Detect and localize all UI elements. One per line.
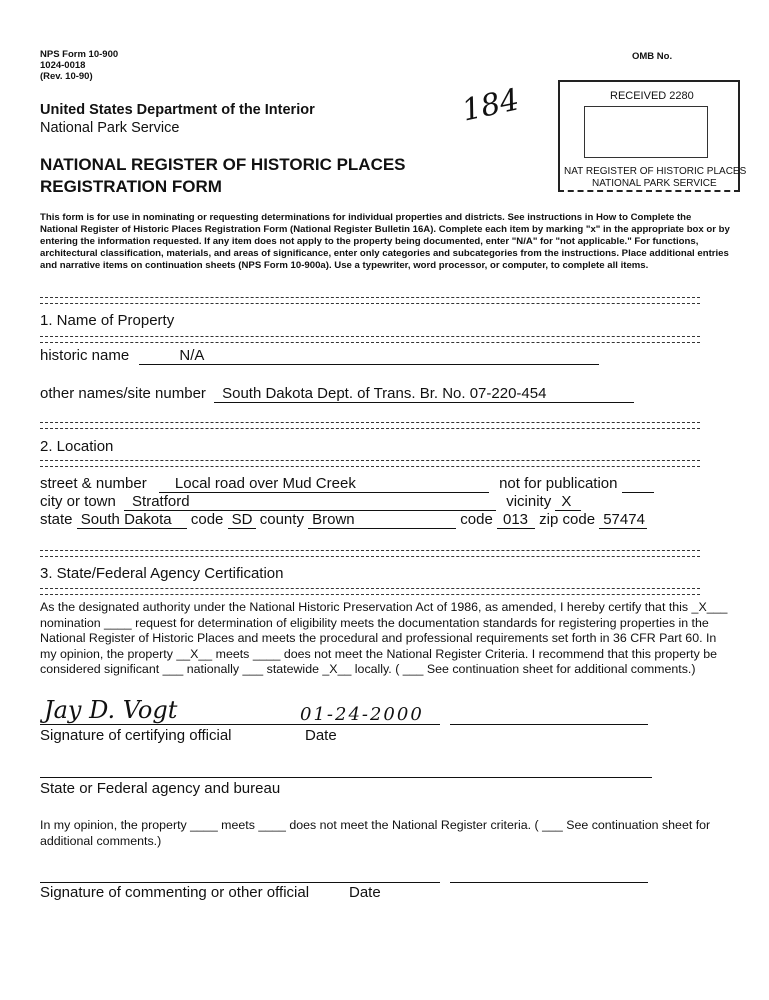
county-field[interactable]: Brown [308,511,456,529]
not-for-publication-field[interactable] [622,478,654,493]
form-title-line1: NATIONAL REGISTER OF HISTORIC PLACES [40,155,406,174]
county-label: county [259,511,304,528]
handwritten-number: 184 [458,82,523,129]
received-stamp [558,80,747,192]
omb-code: 1024-0018 [40,60,86,71]
commenting-date-line[interactable] [450,882,648,883]
date-line[interactable] [450,724,648,725]
other-names-row [40,385,634,403]
signature-date: 01-24-2000 [300,704,424,725]
agency-line[interactable] [40,777,652,778]
form-title-line2: REGISTRATION FORM [40,177,222,196]
historic-name-row [40,347,599,365]
stamp-received: RECEIVED 2280 [610,90,694,102]
section2-title: 2. Location [40,438,114,455]
county-code-field[interactable]: 013 [497,511,535,529]
street-row [40,475,654,493]
omb-label: OMB No. [632,51,673,62]
vicinity-field[interactable]: X [555,493,581,511]
form-number: NPS Form 10-900 [40,49,119,60]
separator [40,297,700,304]
signature-line[interactable] [40,724,440,725]
agency-label: State or Federal agency and bureau [40,780,281,797]
opinion-statement: In my opinion, the property ____ meets ____ does not meet the National Register criteria. ( ___ See continuation sheet for additional comments.) [40,818,711,848]
separator [40,550,700,557]
zip-field[interactable]: 57474 [599,511,647,529]
street-label: street & number [40,475,147,492]
department: United States Department of the Interior [40,102,315,118]
state-code-label: code [190,511,224,528]
street-field[interactable]: Local road over Mud Creek [159,475,489,493]
city-label: city or town [40,493,116,510]
not-for-publication-label: not for publication [499,475,618,492]
stamp-box [584,106,708,158]
commenting-signature-label: Signature of commenting or other official [40,884,310,901]
separator [40,422,700,429]
separator [40,588,700,595]
other-names-field[interactable]: South Dakota Dept. of Trans. Br. No. 07-220-454 [214,385,634,403]
section1-title: 1. Name of Property [40,312,175,329]
city-field[interactable]: Stratford [124,493,496,511]
separator [40,460,700,467]
stamp-line2: NATIONAL PARK SERVICE [592,178,717,189]
historic-name-label: historic name [40,347,130,364]
historic-name-field[interactable]: N/A [139,347,599,365]
date-label: Date [305,727,337,744]
city-row [40,493,581,511]
agency: National Park Service [40,120,180,136]
commenting-signature-line[interactable] [40,882,440,883]
separator [40,336,700,343]
state-label: state [40,511,73,528]
vicinity-label: vicinity [506,493,552,510]
instructions: This form is for use in nominating or requesting determinations for individual properties and districts. See instructions in How to Complete the National Register of Historic Places Registration Form (National Register Bulletin 16A). Complete each item by marking "x" in the appropriate box or by entering the information requested. If any item does not apply to the property being documented, enter "N/A" for "not applicable." For functions, architectural classification, materials, and areas of significance, enter only categories and subcategories from the instructions. Place additional entries and narrative items on continuation sheets (NPS Form 10-900a). Use a typewriter, word processor, or computer, to complete all items. [40,212,730,271]
signature-certifying: Jay D. Vogt [44,696,178,724]
certification-statement: As the designated authority under the National Historic Preservation Act of 1986, as amended, I hereby certify that this _X___ nomination ____ request for determination of eligibility meets the documentation standards for registering properties in the National Register of Historic Places and meets the procedural and professional requirements set forth in 36 CFR Part 60. In my opinion, the property __X__ meets ____ does not meet the National Register Criteria. I recommend that this property be considered significant ___ nationally ___ statewide _X__ locally. ( ___ See continuation sheet for additional comments.) [40,600,728,677]
commenting-date-label: Date [349,884,381,901]
zip-label: zip code [539,511,596,528]
signature-label: Signature of certifying official [40,727,232,744]
stamp-line1: NAT REGISTER OF HISTORIC PLACES [564,166,747,177]
county-code-label: code [460,511,493,528]
state-row [40,511,647,529]
section3-title: 3. State/Federal Agency Certification [40,565,284,582]
other-names-label: other names/site number [40,385,206,402]
revision: (Rev. 10-90) [40,71,93,82]
state-field[interactable]: South Dakota [77,511,187,529]
state-code-field[interactable]: SD [228,511,256,529]
